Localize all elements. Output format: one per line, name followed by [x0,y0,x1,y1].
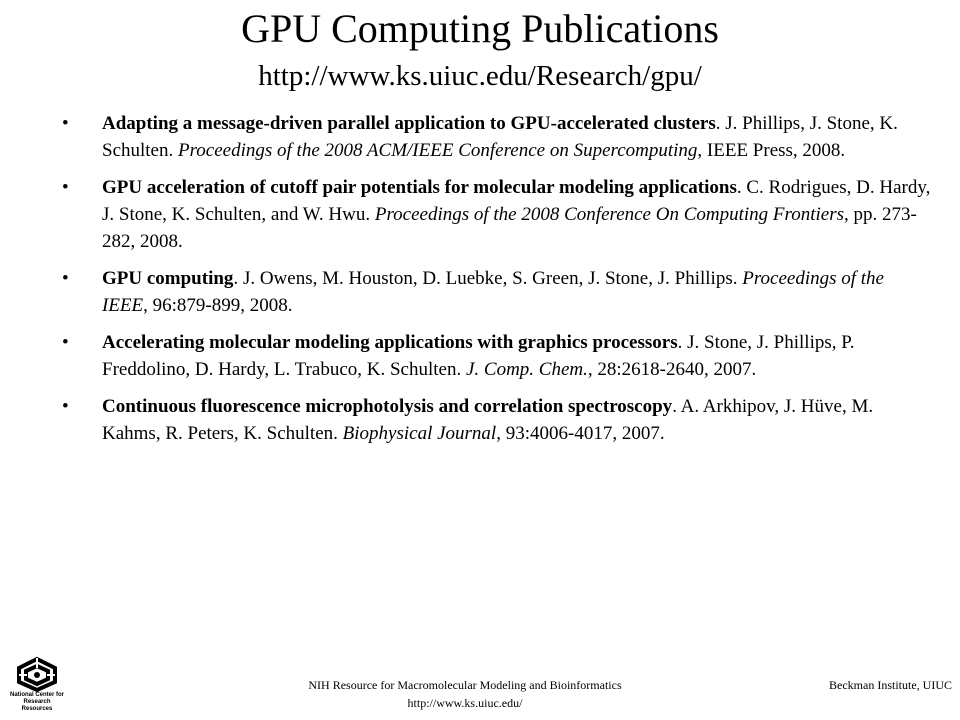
publication-details: , 28:2618-2640, 2007. [587,359,757,380]
publication-title: Continuous fluorescence microphotolysis and correlation spectroscopy [102,396,673,417]
publication-title: Accelerating molecular modeling applications with graphics processors [102,332,678,353]
publication-authors: . J. Owens, M. Houston, D. Luebke, S. Green, J. Stone, J. Phillips. [233,268,743,289]
footer-url: http://www.ks.uiuc.edu/ [407,696,523,710]
bullet-icon: • [62,113,69,134]
footer-center [240,676,690,712]
publication-details: , 93:4006-4017, 2007. [496,423,665,444]
publication-venue: Biophysical Journal [342,423,497,444]
publication-details: , IEEE Press, 2008. [697,140,846,161]
ncrr-logo-mark [10,656,64,692]
publication-authors: . C. Rodrigues, D. Hardy, J. Stone, K. Schulten, and W. Hwu. [102,177,931,225]
publication-venue: Proceedings of the IEEE [102,268,884,316]
publication-authors: . A. Arkhipov, J. Hüve, M. Kahms, R. Peters, K. Schulten. [102,396,874,444]
publication-list [62,110,932,457]
publication-title: GPU acceleration of cutoff pair potentials for molecular modeling applications [102,177,737,198]
publication-title: GPU computing [102,268,234,289]
publication-authors: . J. Phillips, J. Stone, K. Schulten. [102,113,898,161]
publication-item [62,110,932,164]
publication-details: , 96:879-899, 2008. [143,295,293,316]
publication-item [62,329,932,383]
slide-footer [0,656,960,720]
publication-venue: Proceedings of the 2008 ACM/IEEE Conference on Supercomputing [178,140,698,161]
ncrr-logo-icon [10,656,64,716]
slide-subtitle-url: http://www.ks.uiuc.edu/Research/gpu/ [258,60,702,92]
publication-authors: . J. Stone, J. Phillips, P. Freddolino, D. Hardy, L. Trabuco, K. Schulten. [102,332,855,380]
publication-venue: J. Comp. Chem. [465,359,588,380]
footer-resource-name: NIH Resource for Macromolecular Modeling and Bioinformatics [308,678,622,692]
bullet-icon: • [62,396,69,417]
publication-venue: Proceedings of the 2008 Conference On Computing Frontiers [374,204,844,225]
slide-title: GPU Computing Publications [241,6,719,51]
publication-item [62,265,932,319]
publication-item [62,174,932,255]
bullet-icon: • [62,332,69,353]
publication-details: , pp. 273-282, 2008. [102,204,917,252]
publication-item [62,393,932,447]
bullet-icon: • [62,177,69,198]
publication-title: Adapting a message-driven parallel application to GPU-accelerated clusters [102,113,716,134]
logo-caption: National Center for Research Resources [10,692,65,712]
footer-institution: Beckman Institute, UIUC [829,678,952,692]
bullet-icon: • [62,268,69,289]
